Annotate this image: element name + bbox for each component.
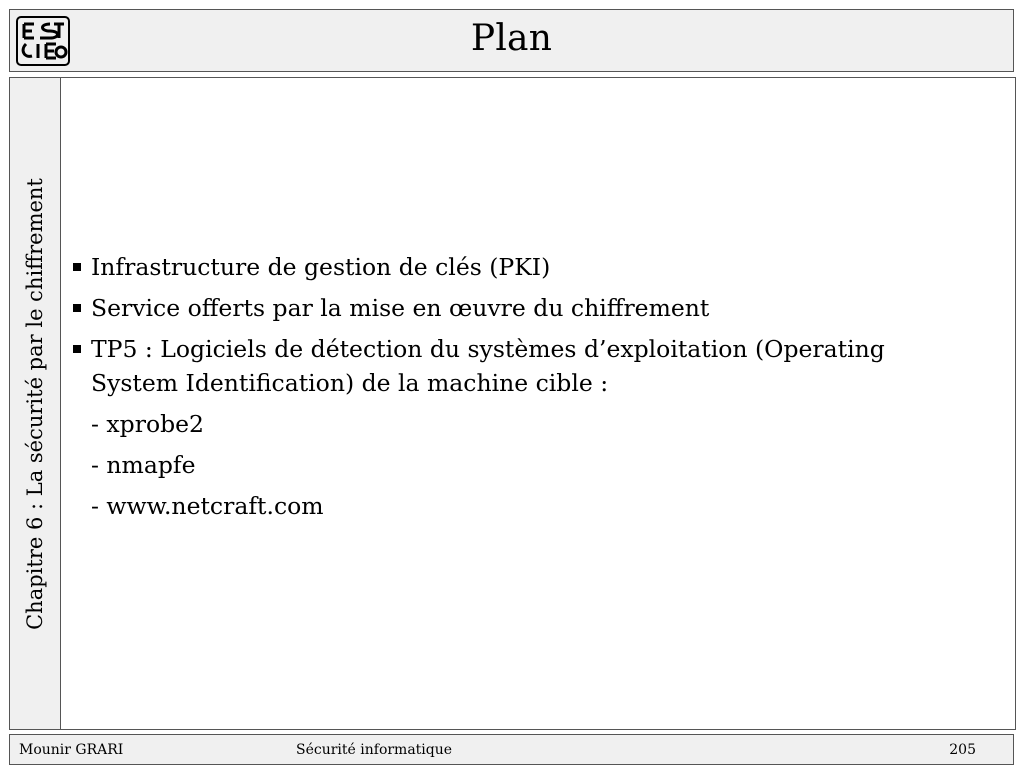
slide-header xyxy=(9,9,1014,72)
bullet-item xyxy=(73,250,973,284)
sub-item: - nmapfe xyxy=(91,451,196,479)
bullet-text: Service offerts par la mise en œuvre du chiffrement xyxy=(91,294,710,322)
footer-course: Sécurité informatique xyxy=(296,742,453,758)
slide-content xyxy=(60,77,1016,730)
bullet-item xyxy=(73,291,973,325)
sub-item: - www.netcraft.com xyxy=(91,492,324,520)
bullet-list xyxy=(73,250,973,530)
slide-footer xyxy=(9,734,1014,765)
bullet-item xyxy=(73,332,973,400)
bullet-square-icon xyxy=(73,304,81,312)
bullet-square-icon xyxy=(73,345,81,353)
chapter-label: Chapitre 6 : La sécurité par le chiffrement xyxy=(23,177,47,630)
slide-title: Plan xyxy=(470,18,553,59)
bullet-text: TP5 : Logiciels de détection du systèmes d’exploitation (Operating System Identification) de la machine cible : xyxy=(91,335,885,397)
bullet-text: Infrastructure de gestion de clés (PKI) xyxy=(91,253,551,281)
sub-item: - xprobe2 xyxy=(91,410,204,438)
footer-page-number: 205 xyxy=(949,742,976,758)
chapter-sidebar xyxy=(9,77,61,730)
bullet-square-icon xyxy=(73,263,81,271)
footer-author: Mounir GRARI xyxy=(19,742,124,758)
